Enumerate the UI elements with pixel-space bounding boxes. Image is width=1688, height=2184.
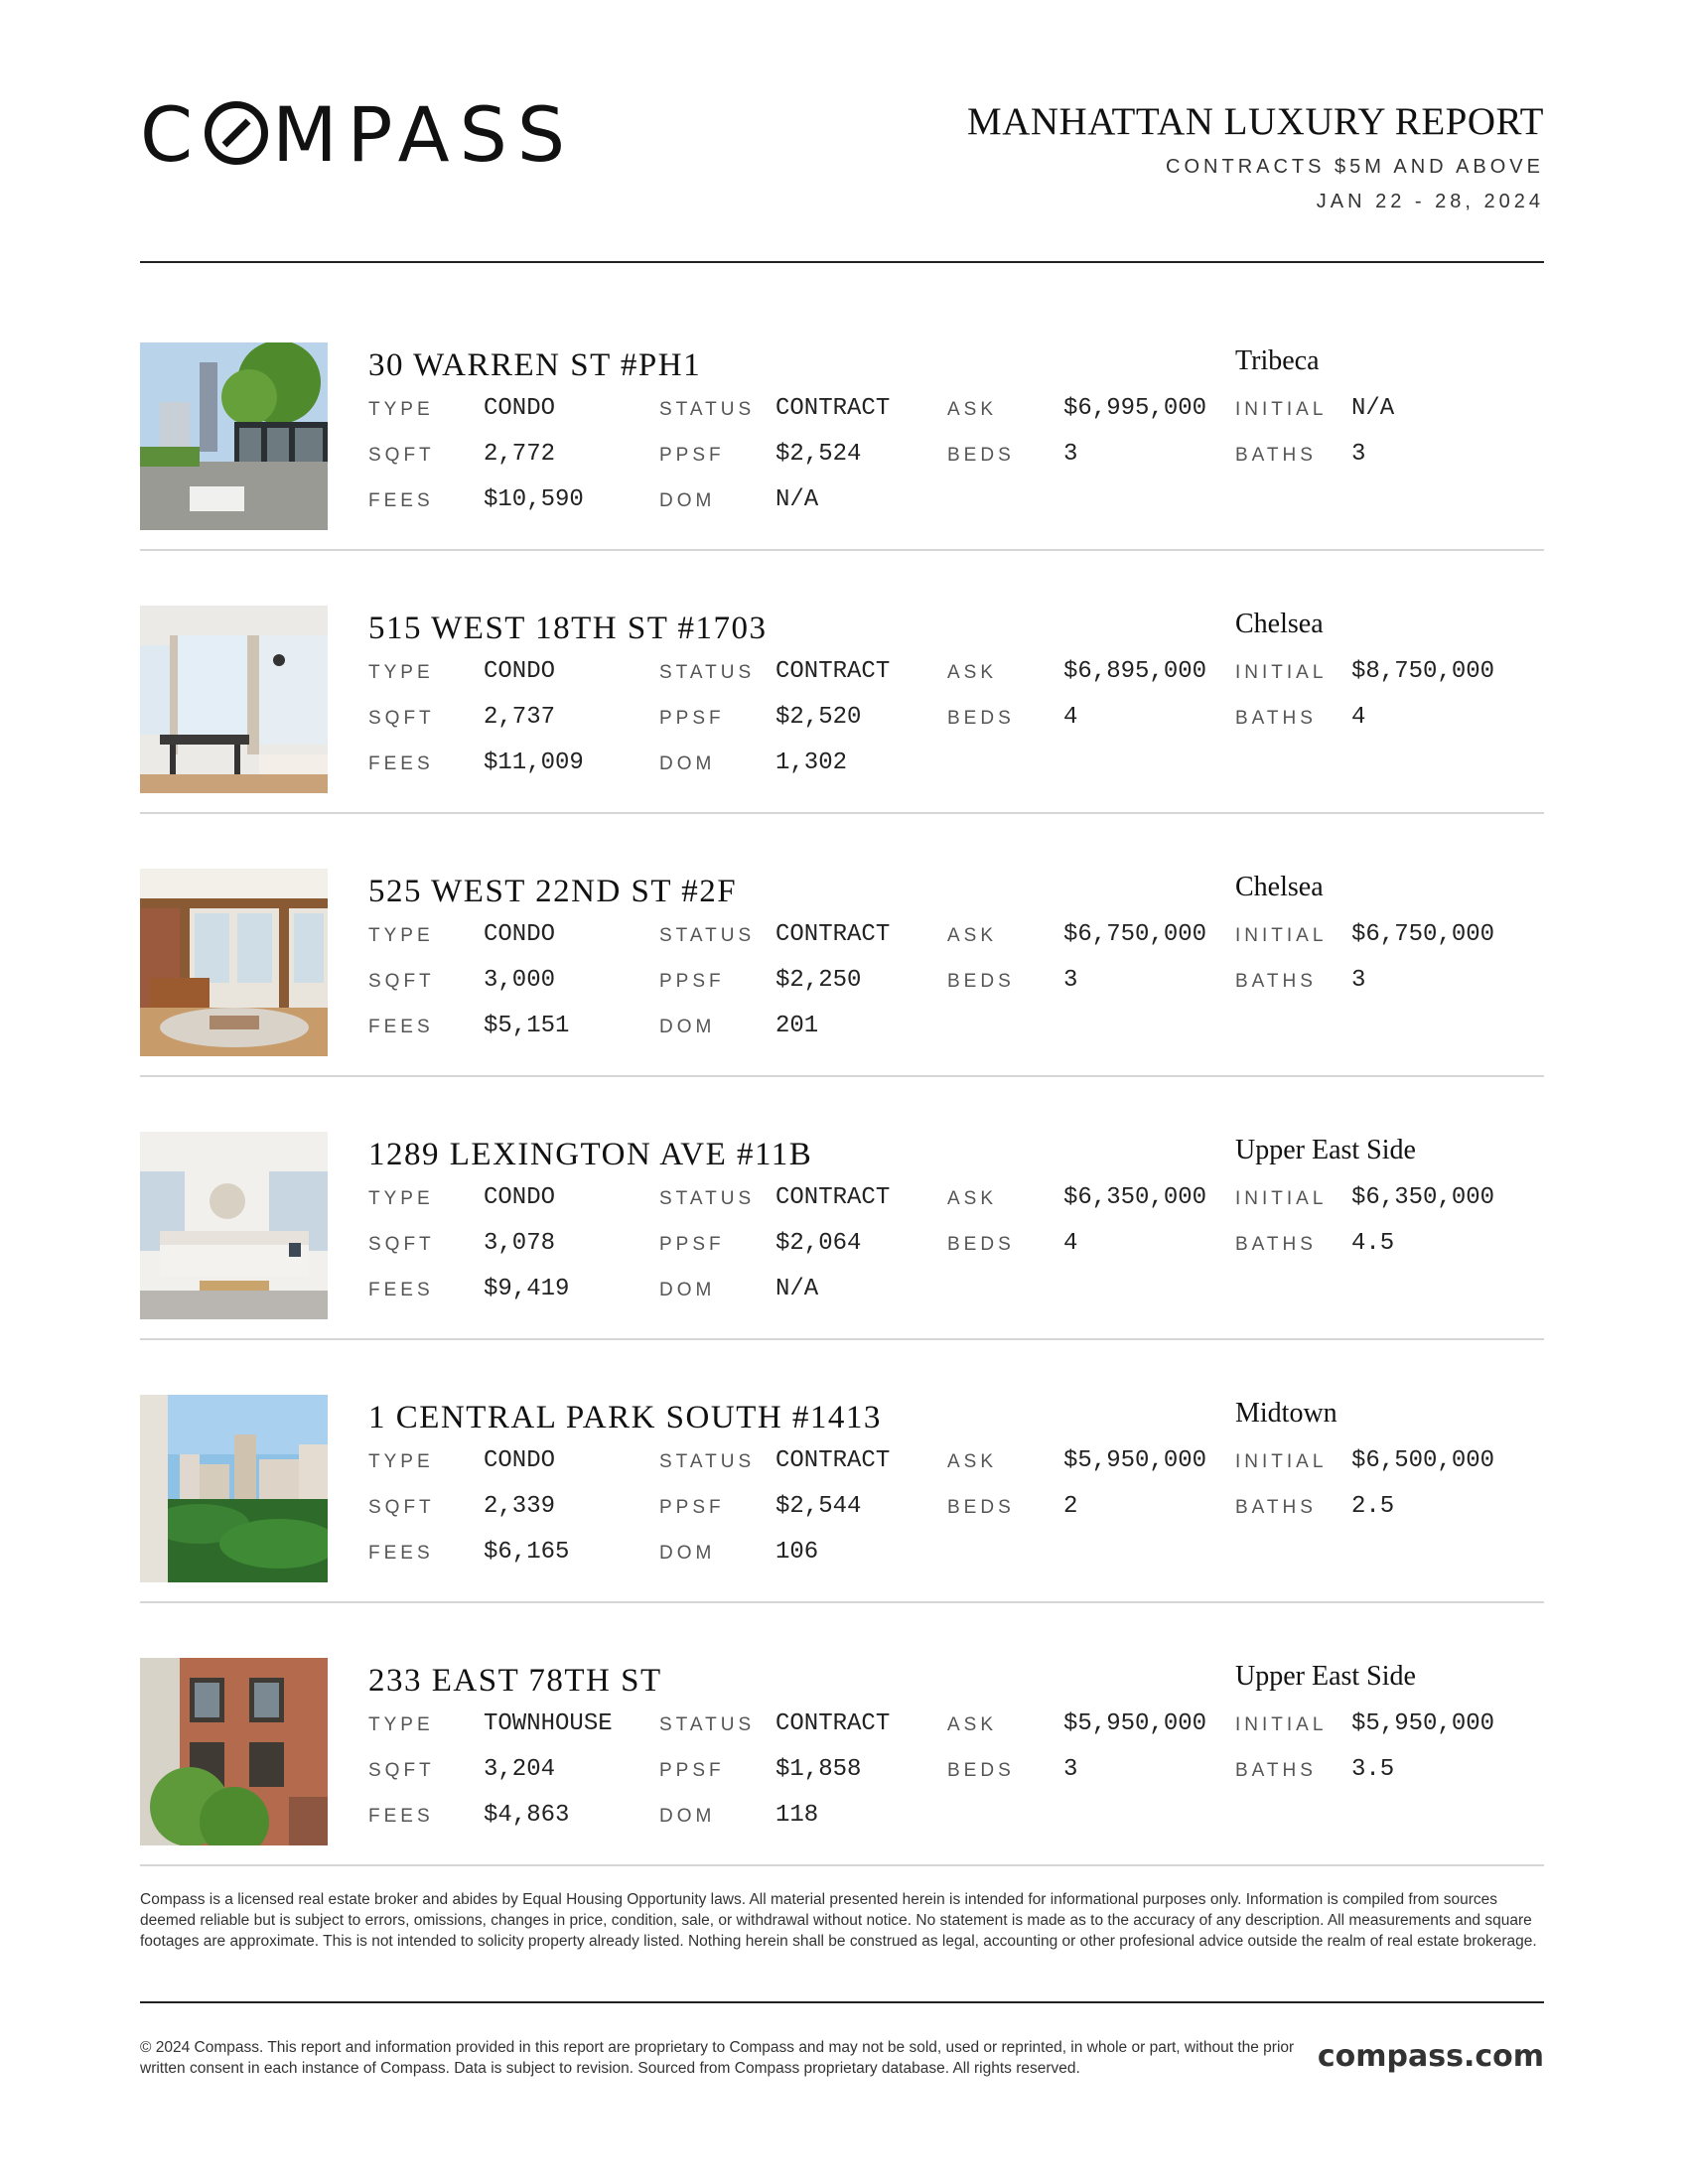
initial-value: $6,500,000 (1351, 1447, 1495, 1474)
listing-address: 233 EAST 78TH ST (368, 1663, 662, 1699)
ppsf-label: PPSF (659, 1234, 725, 1255)
status-value: CONTRACT (775, 1184, 891, 1211)
type-value: CONDO (484, 1184, 556, 1211)
listing-card[interactable] (140, 1340, 1544, 1603)
beds-value: 4 (1063, 704, 1078, 731)
status-label: STATUS (659, 1451, 756, 1472)
dom-label: DOM (659, 490, 716, 511)
sqft-label: SQFT (368, 708, 435, 729)
fees-label: FEES (368, 1017, 434, 1037)
status-label: STATUS (659, 662, 756, 683)
listing-neighborhood: Chelsea (1235, 872, 1324, 902)
listing-card[interactable] (140, 288, 1544, 551)
status-label: STATUS (659, 1714, 756, 1735)
beds-label: BEDS (947, 1760, 1015, 1781)
initial-value: $5,950,000 (1351, 1710, 1495, 1737)
listing-card[interactable] (140, 1077, 1544, 1340)
sqft-value: 3,000 (484, 967, 556, 994)
ppsf-value: $1,858 (775, 1756, 862, 1783)
baths-label: BATHS (1235, 708, 1317, 729)
type-value: CONDO (484, 395, 556, 422)
ppsf-label: PPSF (659, 1497, 725, 1518)
legal-disclaimer: Compass is a licensed real estate broker and abides by Equal Housing Opportunity laws. All material presented herein is intended for informational purposes only. Information is compiled from sources deemed reliable but is subject to errors, omissions, changes in price, condition, sale, or withdrawal without notice. No statement is made as to the accuracy of any description. All measurements and square footages are approximate. This is not intended to solicity property already listed. Nothing herein shall be construed as legal, accounting or other profesional advice outside the realm of real estate brokerage. (140, 1891, 1537, 1950)
ask-label: ASK (947, 925, 998, 946)
dom-value: 201 (775, 1013, 819, 1039)
ask-value: $6,350,000 (1063, 1184, 1207, 1211)
beds-label: BEDS (947, 971, 1015, 992)
listing-card[interactable] (140, 551, 1544, 814)
beds-value: 3 (1063, 1756, 1078, 1783)
fees-label: FEES (368, 1806, 434, 1827)
type-label: TYPE (368, 1714, 434, 1735)
dom-value: 118 (775, 1802, 819, 1829)
sqft-label: SQFT (368, 1760, 435, 1781)
ask-value: $5,950,000 (1063, 1710, 1207, 1737)
ask-value: $6,750,000 (1063, 921, 1207, 948)
beds-label: BEDS (947, 1497, 1015, 1518)
sqft-label: SQFT (368, 445, 435, 466)
footer-divider (140, 2001, 1544, 2003)
beds-value: 3 (1063, 441, 1078, 468)
ppsf-value: $2,524 (775, 441, 862, 468)
initial-label: INITIAL (1235, 1451, 1328, 1472)
initial-label: INITIAL (1235, 662, 1328, 683)
type-label: TYPE (368, 1451, 434, 1472)
listing-divider (140, 1864, 1544, 1866)
ppsf-value: $2,544 (775, 1493, 862, 1520)
type-label: TYPE (368, 662, 434, 683)
fees-value: $4,863 (484, 1802, 570, 1829)
sqft-label: SQFT (368, 1497, 435, 1518)
ppsf-label: PPSF (659, 445, 725, 466)
listing-neighborhood: Upper East Side (1235, 1135, 1416, 1165)
dom-value: N/A (775, 1276, 819, 1302)
header-divider (140, 261, 1544, 263)
initial-label: INITIAL (1235, 399, 1328, 420)
central-park-view-photo (140, 1395, 328, 1582)
ppsf-value: $2,064 (775, 1230, 862, 1257)
sqft-value: 3,204 (484, 1756, 556, 1783)
baths-value: 3 (1351, 967, 1366, 994)
ask-label: ASK (947, 1714, 998, 1735)
status-value: CONTRACT (775, 395, 891, 422)
dom-label: DOM (659, 1280, 716, 1300)
initial-value: $6,350,000 (1351, 1184, 1495, 1211)
dom-label: DOM (659, 753, 716, 774)
type-label: TYPE (368, 399, 434, 420)
initial-value: $6,750,000 (1351, 921, 1495, 948)
dom-label: DOM (659, 1806, 716, 1827)
dom-value: N/A (775, 486, 819, 513)
type-label: TYPE (368, 925, 434, 946)
rooftop-terrace-photo (140, 342, 328, 530)
status-value: CONTRACT (775, 921, 891, 948)
baths-value: 2.5 (1351, 1493, 1395, 1520)
fees-label: FEES (368, 1280, 434, 1300)
baths-label: BATHS (1235, 1760, 1317, 1781)
listing-address: 1 CENTRAL PARK SOUTH #1413 (368, 1400, 882, 1435)
beds-value: 3 (1063, 967, 1078, 994)
status-label: STATUS (659, 399, 756, 420)
baths-value: 3 (1351, 441, 1366, 468)
townhouse-facade-photo (140, 1658, 328, 1845)
ask-label: ASK (947, 1451, 998, 1472)
bright-living-room-photo (140, 1132, 328, 1319)
listing-card[interactable] (140, 1603, 1544, 1866)
beds-label: BEDS (947, 445, 1015, 466)
loft-living-room-photo (140, 869, 328, 1056)
compass-logo: C MPASS (140, 90, 576, 179)
sqft-value: 2,339 (484, 1493, 556, 1520)
initial-label: INITIAL (1235, 925, 1328, 946)
ask-label: ASK (947, 399, 998, 420)
baths-label: BATHS (1235, 1234, 1317, 1255)
listing-neighborhood: Upper East Side (1235, 1661, 1416, 1692)
beds-value: 4 (1063, 1230, 1078, 1257)
listing-card[interactable] (140, 814, 1544, 1077)
status-value: CONTRACT (775, 658, 891, 685)
dom-value: 1,302 (775, 750, 848, 776)
baths-value: 4 (1351, 704, 1366, 731)
copyright-notice: © 2024 Compass. This report and information provided in this report are proprietary to Compass and may not be sold, used or reprinted, in whole or part, without the prior written consent in each instance of Compass. Data is subject to revision. Sourced from Compass proprietary database. All rights reserved. (140, 2039, 1295, 2077)
fees-value: $6,165 (484, 1539, 570, 1566)
beds-label: BEDS (947, 708, 1015, 729)
type-value: CONDO (484, 921, 556, 948)
dining-room-photo (140, 606, 328, 793)
listing-address: 515 WEST 18TH ST #1703 (368, 611, 768, 646)
initial-value: N/A (1351, 395, 1395, 422)
status-label: STATUS (659, 925, 756, 946)
compass-logo-o-mark (205, 101, 268, 165)
baths-value: 3.5 (1351, 1756, 1395, 1783)
ppsf-label: PPSF (659, 1760, 725, 1781)
report-date: JAN 22 - 28, 2024 (1316, 191, 1544, 212)
sqft-value: 2,772 (484, 441, 556, 468)
beds-value: 2 (1063, 1493, 1078, 1520)
initial-label: INITIAL (1235, 1188, 1328, 1209)
listing-address: 1289 LEXINGTON AVE #11B (368, 1137, 813, 1172)
ask-value: $5,950,000 (1063, 1447, 1207, 1474)
listing-neighborhood: Midtown (1235, 1398, 1337, 1429)
fees-value: $10,590 (484, 486, 584, 513)
website-link[interactable]: compass.com (1317, 2039, 1544, 2074)
dom-value: 106 (775, 1539, 819, 1566)
baths-label: BATHS (1235, 971, 1317, 992)
baths-label: BATHS (1235, 1497, 1317, 1518)
listing-address: 525 WEST 22ND ST #2F (368, 874, 738, 909)
fees-label: FEES (368, 753, 434, 774)
sqft-value: 2,737 (484, 704, 556, 731)
status-value: CONTRACT (775, 1710, 891, 1737)
ask-value: $6,995,000 (1063, 395, 1207, 422)
sqft-label: SQFT (368, 971, 435, 992)
listing-address: 30 WARREN ST #PH1 (368, 347, 702, 383)
fees-value: $9,419 (484, 1276, 570, 1302)
status-value: CONTRACT (775, 1447, 891, 1474)
baths-label: BATHS (1235, 445, 1317, 466)
fees-value: $11,009 (484, 750, 584, 776)
initial-value: $8,750,000 (1351, 658, 1495, 685)
baths-value: 4.5 (1351, 1230, 1395, 1257)
ask-label: ASK (947, 662, 998, 683)
fees-label: FEES (368, 1543, 434, 1564)
dom-label: DOM (659, 1017, 716, 1037)
ask-label: ASK (947, 1188, 998, 1209)
fees-value: $5,151 (484, 1013, 570, 1039)
type-value: CONDO (484, 658, 556, 685)
ppsf-value: $2,250 (775, 967, 862, 994)
beds-label: BEDS (947, 1234, 1015, 1255)
ppsf-label: PPSF (659, 708, 725, 729)
listing-neighborhood: Tribeca (1235, 345, 1320, 376)
ppsf-value: $2,520 (775, 704, 862, 731)
report-title: MANHATTAN LUXURY REPORT (967, 100, 1544, 143)
sqft-label: SQFT (368, 1234, 435, 1255)
type-label: TYPE (368, 1188, 434, 1209)
ask-value: $6,895,000 (1063, 658, 1207, 685)
ppsf-label: PPSF (659, 971, 725, 992)
dom-label: DOM (659, 1543, 716, 1564)
type-value: TOWNHOUSE (484, 1710, 613, 1737)
type-value: CONDO (484, 1447, 556, 1474)
initial-label: INITIAL (1235, 1714, 1328, 1735)
sqft-value: 3,078 (484, 1230, 556, 1257)
listing-neighborhood: Chelsea (1235, 609, 1324, 639)
fees-label: FEES (368, 490, 434, 511)
report-subtitle: CONTRACTS $5M AND ABOVE (1166, 156, 1544, 178)
status-label: STATUS (659, 1188, 756, 1209)
